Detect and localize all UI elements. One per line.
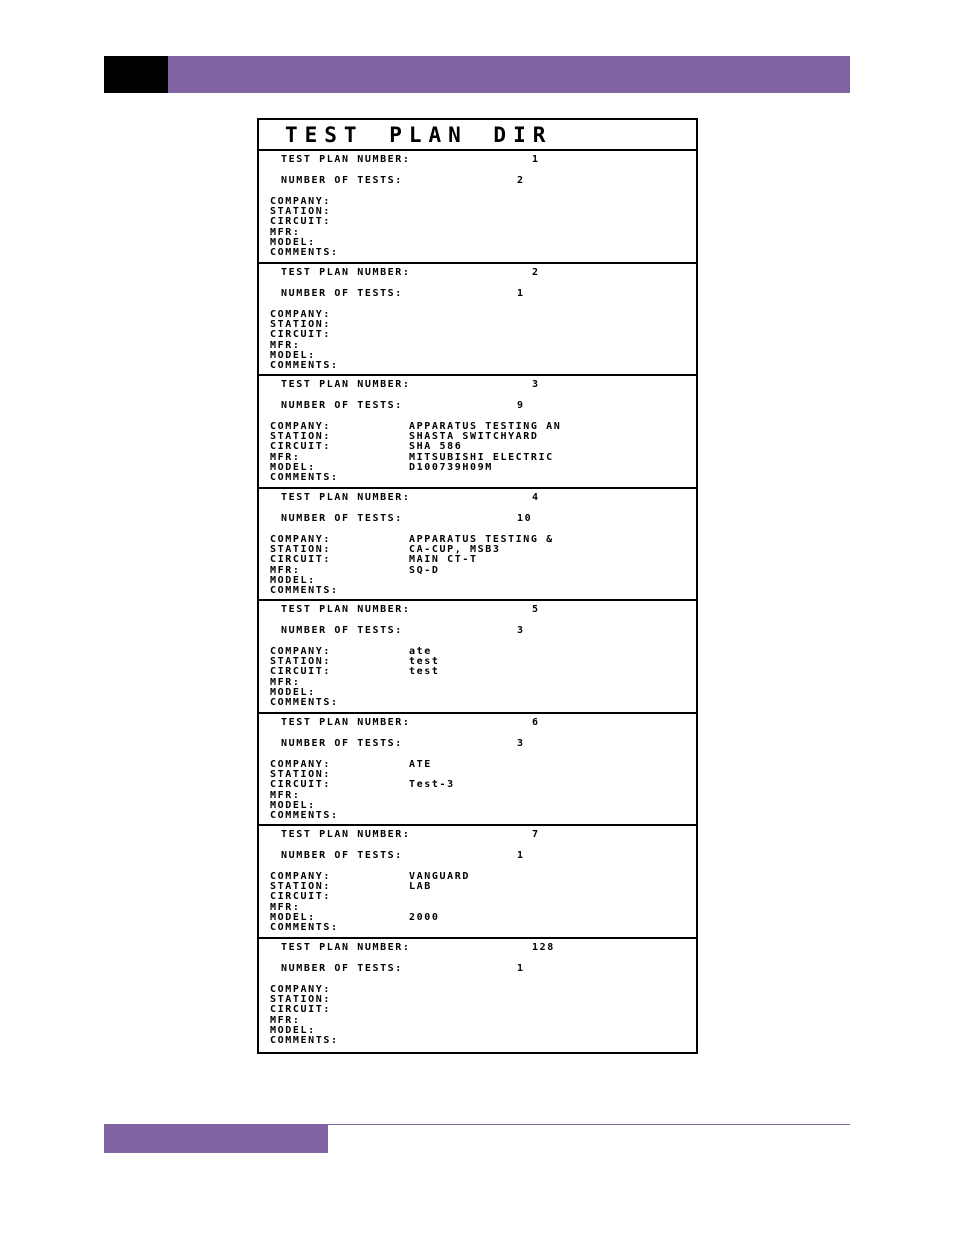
number-of-tests-value: 10 (517, 512, 533, 524)
number-of-tests-value: 2 (517, 175, 525, 186)
test-plan-list (259, 151, 696, 1051)
test-plan-entry (259, 714, 696, 827)
circuit-label: CIRCUIT: (270, 328, 331, 340)
company-value: ate (409, 646, 432, 657)
circuit-label: CIRCUIT: (270, 441, 331, 452)
number-of-tests-value: 1 (517, 850, 525, 861)
company-label: COMPANY: (270, 196, 331, 207)
number-of-tests-label: NUMBER OF TESTS: (281, 400, 403, 411)
station-label: STATION: (270, 993, 331, 1005)
number-of-tests-value: 1 (517, 287, 525, 299)
station-label: STATION: (270, 543, 331, 555)
number-of-tests-value: 9 (517, 400, 525, 411)
station-label: STATION: (270, 431, 331, 442)
test-plan-number-value: 7 (532, 829, 540, 840)
company-label: COMPANY: (270, 308, 331, 320)
number-of-tests-value: 3 (517, 737, 525, 749)
circuit-value: test (409, 666, 440, 677)
model-label: MODEL: (270, 687, 316, 698)
company-value: APPARATUS TESTING AN (409, 421, 562, 432)
comments-label: COMMENTS: (270, 472, 339, 483)
circuit-value: MAIN CT-T (409, 553, 478, 565)
model-label: MODEL: (270, 462, 316, 473)
test-plan-number-label: TEST PLAN NUMBER: (281, 716, 411, 728)
test-plan-entry (259, 151, 696, 264)
printout-title: TEST PLAN DIR (259, 120, 696, 151)
station-value: LAB (409, 881, 432, 892)
test-plan-entry (259, 939, 696, 1052)
circuit-value: Test-3 (409, 778, 455, 790)
number-of-tests-value: 3 (517, 625, 525, 636)
company-label: COMPANY: (270, 983, 331, 995)
company-value: ATE (409, 758, 432, 770)
test-plan-number-label: TEST PLAN NUMBER: (281, 266, 411, 278)
circuit-value: SHA 586 (409, 441, 463, 452)
station-value: SHASTA SWITCHYARD (409, 431, 539, 442)
number-of-tests-label: NUMBER OF TESTS: (281, 737, 403, 749)
header-black-block (104, 56, 168, 93)
station-label: STATION: (270, 206, 331, 217)
comments-label: COMMENTS: (270, 359, 339, 371)
company-label: COMPANY: (270, 871, 331, 882)
mfr-label: MFR: (270, 789, 301, 801)
mfr-value: MITSUBISHI ELECTRIC (409, 452, 554, 463)
test-plan-entry (259, 601, 696, 714)
model-label: MODEL: (270, 237, 316, 248)
station-label: STATION: (270, 318, 331, 330)
station-label: STATION: (270, 881, 331, 892)
company-label: COMPANY: (270, 646, 331, 657)
test-plan-number-value: 2 (532, 266, 540, 278)
number-of-tests-label: NUMBER OF TESTS: (281, 850, 403, 861)
footer-purple-bar (104, 1124, 328, 1153)
circuit-label: CIRCUIT: (270, 553, 331, 565)
mfr-label: MFR: (270, 564, 301, 576)
comments-label: COMMENTS: (270, 584, 339, 596)
test-plan-number-label: TEST PLAN NUMBER: (281, 941, 411, 953)
company-value: VANGUARD (409, 871, 470, 882)
model-label: MODEL: (270, 912, 316, 923)
model-label: MODEL: (270, 349, 316, 361)
test-plan-entry (259, 489, 696, 602)
test-plan-number-label: TEST PLAN NUMBER: (281, 379, 411, 390)
company-value: APPARATUS TESTING & (409, 533, 554, 545)
comments-label: COMMENTS: (270, 697, 339, 708)
test-plan-number-label: TEST PLAN NUMBER: (281, 829, 411, 840)
circuit-label: CIRCUIT: (270, 891, 331, 902)
test-plan-number-label: TEST PLAN NUMBER: (281, 491, 411, 503)
mfr-label: MFR: (270, 339, 301, 351)
model-value: D100739H09M (409, 462, 493, 473)
test-plan-entry (259, 826, 696, 939)
test-plan-number-value: 1 (532, 154, 540, 165)
test-plan-number-label: TEST PLAN NUMBER: (281, 154, 411, 165)
mfr-label: MFR: (270, 677, 301, 688)
number-of-tests-label: NUMBER OF TESTS: (281, 962, 403, 974)
company-label: COMPANY: (270, 758, 331, 770)
circuit-label: CIRCUIT: (270, 778, 331, 790)
model-label: MODEL: (270, 1024, 316, 1036)
model-value: 2000 (409, 912, 440, 923)
mfr-value: SQ-D (409, 564, 440, 576)
test-plan-number-label: TEST PLAN NUMBER: (281, 604, 411, 615)
number-of-tests-label: NUMBER OF TESTS: (281, 175, 403, 186)
circuit-label: CIRCUIT: (270, 216, 331, 227)
mfr-label: MFR: (270, 1014, 301, 1026)
mfr-label: MFR: (270, 227, 301, 238)
station-label: STATION: (270, 656, 331, 667)
comments-label: COMMENTS: (270, 922, 339, 933)
circuit-label: CIRCUIT: (270, 1003, 331, 1015)
number-of-tests-value: 1 (517, 962, 525, 974)
footer-rule (328, 1124, 850, 1125)
comments-label: COMMENTS: (270, 809, 339, 821)
station-value: test (409, 656, 440, 667)
comments-label: COMMENTS: (270, 247, 339, 258)
test-plan-number-value: 5 (532, 604, 540, 615)
header-purple-bar (168, 56, 850, 93)
test-plan-dir-printout (257, 118, 698, 1054)
station-label: STATION: (270, 768, 331, 780)
model-label: MODEL: (270, 574, 316, 586)
number-of-tests-label: NUMBER OF TESTS: (281, 625, 403, 636)
station-value: CA-CUP, MSB3 (409, 543, 501, 555)
mfr-label: MFR: (270, 902, 301, 913)
model-label: MODEL: (270, 799, 316, 811)
test-plan-number-value: 128 (532, 941, 555, 953)
number-of-tests-label: NUMBER OF TESTS: (281, 512, 403, 524)
test-plan-entry (259, 376, 696, 489)
company-label: COMPANY: (270, 421, 331, 432)
test-plan-number-value: 6 (532, 716, 540, 728)
company-label: COMPANY: (270, 533, 331, 545)
number-of-tests-label: NUMBER OF TESTS: (281, 287, 403, 299)
comments-label: COMMENTS: (270, 1034, 339, 1046)
test-plan-number-value: 4 (532, 491, 540, 503)
mfr-label: MFR: (270, 452, 301, 463)
test-plan-entry (259, 264, 696, 377)
test-plan-number-value: 3 (532, 379, 540, 390)
circuit-label: CIRCUIT: (270, 666, 331, 677)
